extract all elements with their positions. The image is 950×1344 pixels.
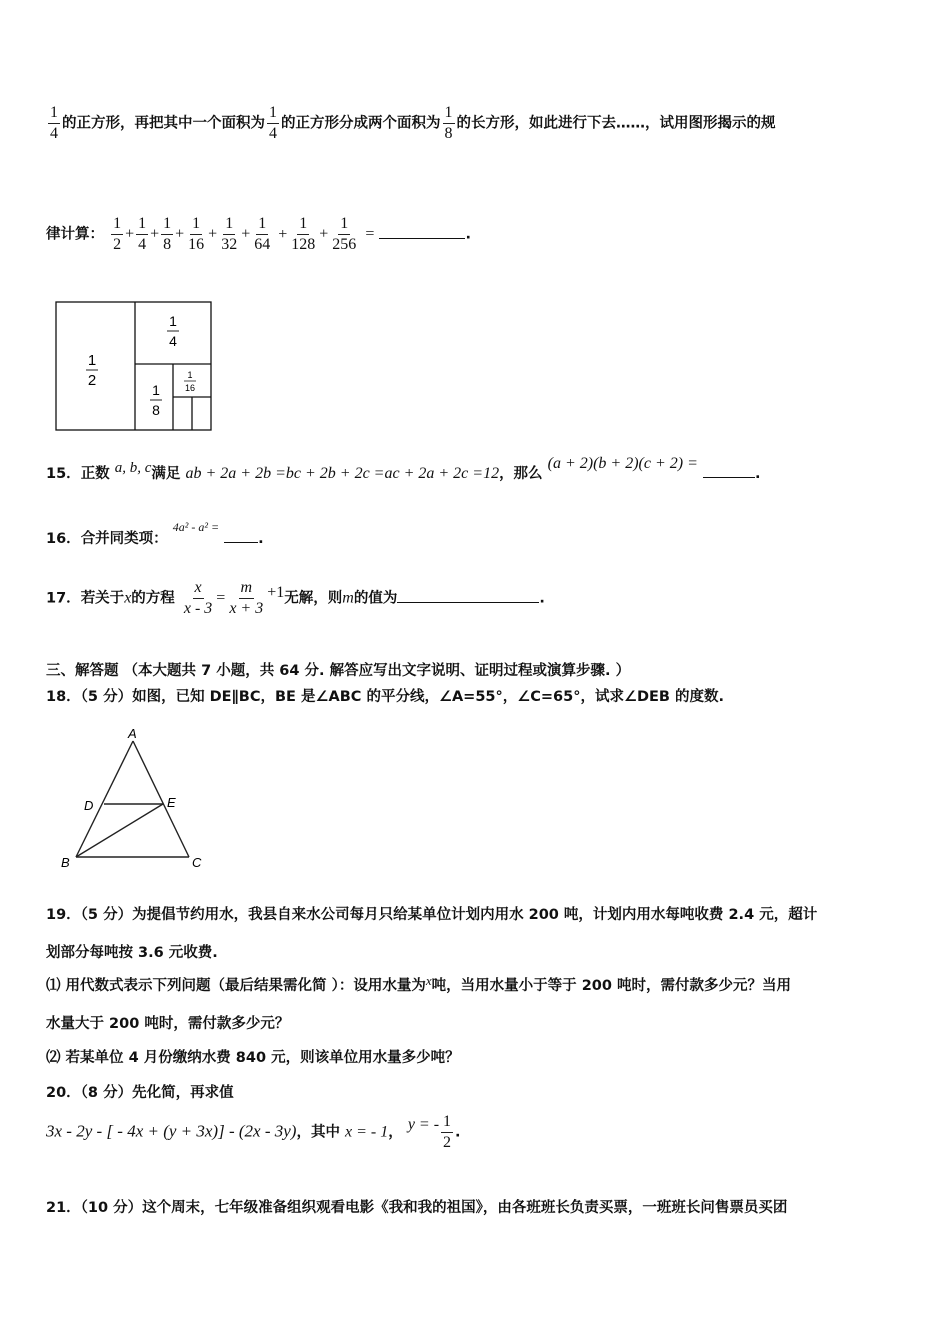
question-18: 18．（5 分）如图，已知 DE∥BC，BE 是∠ABC 的平分线，∠A=55°，∠C=65°，试求∠DEB 的度数. bbox=[46, 689, 725, 705]
svg-text:1: 1 bbox=[169, 313, 177, 329]
q17-fraction-1: $\frac{x}{x - 3}$ bbox=[183, 579, 213, 617]
q17-plus-one: +1 bbox=[267, 583, 285, 601]
q15-expression: (a + 2)(b + 2)(c + 2) = bbox=[547, 455, 698, 472]
q17-fraction-2: $\frac{m}{x + 3}$ bbox=[229, 579, 264, 617]
plus-sign: + bbox=[319, 225, 329, 243]
q16-expression: 4a² - a² = bbox=[172, 520, 220, 534]
vertex-a: A bbox=[128, 726, 137, 741]
intro-text-c: 的长方形，如此进行下去……，试用图形揭示的规 bbox=[456, 115, 776, 132]
svg-text:16: 16 bbox=[184, 383, 196, 393]
label-quarter bbox=[167, 313, 179, 349]
q17-text: 若关于 bbox=[80, 590, 125, 607]
question-17 bbox=[46, 578, 545, 619]
label-half bbox=[86, 352, 98, 389]
question-21: 21．（10 分）这个周末，七年级准备组织观看电影《我和我的祖国》，由各班班长负责买票，一班班长问售票员买团 bbox=[46, 1200, 788, 1216]
question-number: 16． bbox=[46, 531, 81, 547]
q15-vars: a, b, c bbox=[114, 460, 152, 476]
q16-text: 合并同类项： bbox=[80, 531, 168, 547]
q19-var: x bbox=[425, 973, 432, 988]
q17-var: m bbox=[342, 589, 354, 607]
svg-text:8: 8 bbox=[152, 402, 160, 418]
period: . bbox=[258, 531, 264, 547]
q15-equation: ab + 2a + 2b =bc + 2b + 2c =ac + 2a + 2c =12 bbox=[185, 465, 500, 482]
sum-label: 律计算： bbox=[46, 226, 104, 243]
vertex-c: C bbox=[192, 855, 202, 870]
outer-square bbox=[56, 302, 211, 430]
q20-expression: 3x - 2y - [ - 4x + (y + 3x)] - (2x - 3y) bbox=[46, 1121, 297, 1141]
plus-sign: + bbox=[125, 225, 135, 243]
sum-line bbox=[46, 214, 471, 255]
sum-term: $\frac{1}{32}$ bbox=[221, 215, 238, 253]
question-19-line1: 19．（5 分）为提倡节约用水，我县自来水公司每月只给某单位计划内用水 200 吨，计划内用水每吨收费 2.4 元，超计 bbox=[46, 907, 818, 923]
fraction-quarter-2: $\frac{1}{4}$ bbox=[269, 104, 277, 142]
label-sixteenth bbox=[184, 370, 196, 393]
question-19-part1 bbox=[46, 974, 791, 995]
answer-blank bbox=[224, 542, 258, 543]
sum-term: $\frac{1}{8}$ bbox=[163, 215, 172, 253]
answer-blank bbox=[397, 602, 539, 603]
period: . bbox=[754, 466, 761, 482]
period: . bbox=[455, 1124, 461, 1141]
question-number: 17． bbox=[46, 590, 81, 607]
q20-y-label: y = - bbox=[407, 1115, 440, 1133]
square-figure bbox=[55, 301, 215, 433]
intro-text-a: 的正方形，再把其中一个面积为 bbox=[62, 115, 265, 132]
question-19-part2: ⑵ 若某单位 4 月份缴纳水费 840 元，则该单位用水量多少吨？ bbox=[46, 1050, 460, 1066]
vertex-d: D bbox=[84, 798, 94, 813]
q20-x-value: x = - 1 bbox=[345, 1123, 389, 1141]
sum-term: $\frac{1}{128}$ bbox=[291, 215, 316, 253]
question-15 bbox=[46, 455, 761, 483]
q17-var: x bbox=[124, 589, 132, 607]
plus-sign: + bbox=[208, 225, 218, 243]
q19-text: 吨，当用水量小于等于 200 吨时，需付款多少元？当用 bbox=[431, 978, 792, 994]
vertex-b: B bbox=[61, 855, 70, 870]
label-eighth bbox=[150, 382, 162, 418]
sum-term: $\frac{1}{4}$ bbox=[138, 215, 147, 253]
q20-text: ， bbox=[388, 1124, 403, 1141]
q20-y-fraction: $\frac{1}{2}$ bbox=[443, 1113, 452, 1151]
vertex-e: E bbox=[167, 795, 176, 810]
intro-text-b: 的正方形分成两个面积为 bbox=[281, 115, 441, 132]
period: . bbox=[539, 590, 545, 607]
answer-blank bbox=[379, 238, 465, 239]
plus-sign: + bbox=[278, 225, 288, 243]
section-heading: 三、解答题 （本大题共 7 小题，共 64 分. 解答应写出文字说明、证明过程或演算步骤. ） bbox=[46, 663, 631, 679]
plus-sign: + bbox=[175, 225, 185, 243]
question-19-part1-cont: 水量大于 200 吨时，需付款多少元？ bbox=[46, 1016, 290, 1032]
q17-text: 的方程 bbox=[131, 590, 175, 607]
triangle-figure bbox=[58, 724, 208, 870]
q15-text: 正数 bbox=[80, 466, 110, 482]
svg-text:1: 1 bbox=[187, 370, 193, 380]
sum-term: $\frac{1}{16}$ bbox=[188, 215, 205, 253]
svg-text:2: 2 bbox=[87, 372, 97, 389]
intro-line bbox=[46, 103, 776, 144]
fraction-eighth: $\frac{1}{8}$ bbox=[444, 104, 453, 142]
period: . bbox=[465, 226, 471, 243]
plus-sign: + bbox=[150, 225, 160, 243]
q20-text: ，其中 bbox=[296, 1124, 340, 1141]
fraction-quarter: $\frac{1}{4}$ bbox=[50, 104, 58, 142]
question-20-expr bbox=[46, 1112, 461, 1153]
plus-sign: + bbox=[241, 225, 251, 243]
svg-text:4: 4 bbox=[169, 333, 177, 349]
question-number: 15． bbox=[46, 466, 81, 482]
equals-sign: = bbox=[216, 589, 226, 607]
answer-blank bbox=[703, 477, 755, 478]
svg-text:1: 1 bbox=[87, 352, 97, 369]
q15-text: ，那么 bbox=[499, 466, 543, 482]
question-20-head: 20．（8 分）先化简，再求值 bbox=[46, 1085, 234, 1101]
q19-text: ⑴ 用代数式表示下列问题（最后结果需化简 ）：设用水量为 bbox=[46, 978, 426, 994]
equals-sign: = bbox=[365, 225, 375, 243]
sum-term: $\frac{1}{64}$ bbox=[254, 215, 271, 253]
q15-text: 满足 bbox=[151, 466, 181, 482]
q17-text: 的值为 bbox=[353, 590, 398, 607]
question-16 bbox=[46, 520, 264, 548]
q17-text: 无解，则 bbox=[284, 590, 343, 607]
svg-text:1: 1 bbox=[152, 382, 160, 398]
sum-term: $\frac{1}{256}$ bbox=[332, 215, 357, 253]
sum-term: $\frac{1}{2}$ bbox=[113, 215, 122, 253]
question-19-line2: 划部分每吨按 3.6 元收费. bbox=[46, 945, 218, 961]
